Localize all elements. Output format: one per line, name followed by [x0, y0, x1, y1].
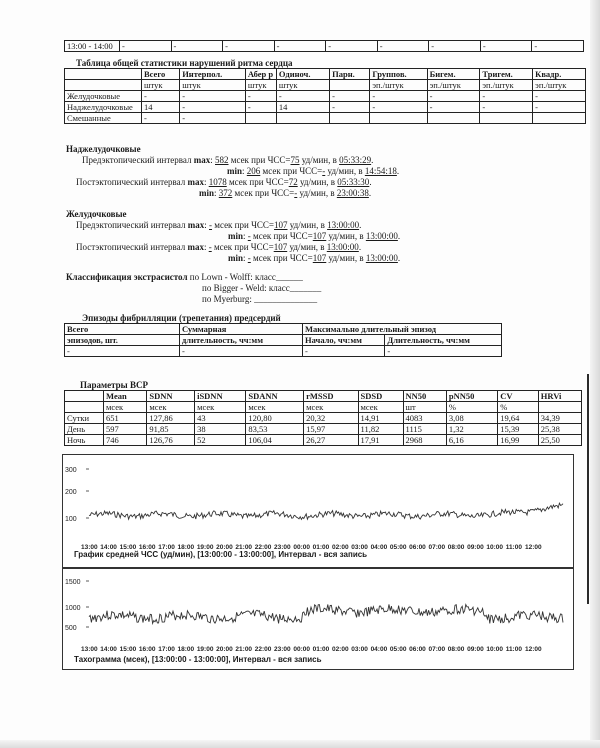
x-tick-label: 19:00 [196, 544, 214, 551]
x-tick-label: 09:00 [467, 646, 484, 653]
supra-pre-max: Предэктопический интервал max: 582 мсек при ЧСС=75 уд/мин, в 05:33:29. [82, 155, 374, 165]
supra-pre-min: min: 206 мсек при ЧСС=- уд/мин, в 14:54:18. [227, 166, 400, 176]
classification-myerburg: по Myerburg: ______________ [202, 294, 318, 304]
x-tick-label: 18:00 [177, 646, 195, 653]
vent-post-min: min: - мсек при ЧСС=107 уд/мин, в 13:00:00. [228, 253, 401, 263]
table-row: Наджелудочковые 14 - - 14 - - - - - [65, 102, 586, 113]
vent-post-max: Постэктопический интервал max: - мсек при ЧСС=107 уд/мин, в 13:00:00. [76, 242, 362, 252]
vent-title: Желудочковые [66, 209, 127, 219]
x-tick-label: 15:00 [119, 646, 137, 653]
x-tick-label: 05:00 [389, 544, 407, 551]
x-tick-label: 01:00 [312, 646, 330, 653]
x-tick-label: 05:00 [389, 646, 407, 653]
tachogram-chart-caption: Тахограмма (мсек), [13:00:00 - 13:00:00], Интервал - вся запись [74, 655, 322, 664]
x-tick-label: 02:00 [331, 544, 349, 551]
x-tick-label: 01:00 [312, 544, 330, 551]
hrv-title: Параметры ВСР [80, 380, 148, 390]
x-tick-label: 10:00 [486, 646, 504, 653]
table-row: - - - - [65, 346, 502, 357]
table-row: Желудочковые - - - - - - - - - [65, 91, 586, 102]
x-tick-label: 06:00 [409, 646, 426, 653]
fib-title: Эпизоды фибрилляции (трепетания) предсердий [82, 313, 281, 323]
x-tick-label: 00:00 [293, 646, 310, 653]
x-tick-label: 19:00 [196, 646, 214, 653]
x-tick-label: 23:00 [274, 544, 291, 551]
x-tick-label: 15:00 [119, 544, 137, 551]
x-tick-label: 10:00 [486, 544, 504, 551]
y-tick-label: 200 [65, 489, 77, 496]
supra-post-min: min: 372 мсек при ЧСС=- уд/мин, в 23:00:38. [199, 188, 372, 198]
x-tick-label: 06:00 [409, 544, 426, 551]
page-bottom-shadow [0, 740, 600, 748]
x-tick-label: 02:00 [331, 646, 349, 653]
x-tick-label: 20:00 [216, 544, 233, 551]
x-tick-label: 16:00 [138, 544, 156, 551]
x-tick-label: 17:00 [158, 544, 175, 551]
x-tick-label: 08:00 [447, 544, 465, 551]
x-tick-label: 18:00 [177, 544, 195, 551]
arrhythmia-table: Всего Интерпол. Абер р Одиноч. Парн. Группов. Бигем. Тригем. Квадр. штук штук штук штук эп./штук эп./штук эп./штук эп./штук Желудочковые - - - - - - - - - Наджелудочковые 14 - - 14 - - - - - Смешанные - - [64, 68, 586, 124]
x-tick-label: 09:00 [467, 544, 484, 551]
x-tick-label: 04:00 [370, 646, 388, 653]
fibrillation-table: Всего Суммарная Максимально длительный эпизод эпизодов, шт. длительность, чч:мм Начало, чч:мм Длительность, чч:мм - - - - [64, 323, 502, 357]
y-tick-label: 300 [65, 467, 77, 474]
y-tick-label: 1500 [65, 579, 81, 586]
x-tick-label: 07:00 [428, 646, 446, 653]
x-tick-label: 21:00 [235, 646, 253, 653]
hour-cell: 13:00 - 14:00 [65, 41, 120, 52]
supra-title: Наджелудочковые [66, 144, 141, 154]
margin-line [587, 374, 589, 604]
x-tick-label: 13:00 [81, 544, 98, 551]
x-tick-label: 13:00 [81, 646, 98, 653]
x-tick-label: 23:00 [274, 646, 291, 653]
x-tick-label: 17:00 [158, 646, 175, 653]
x-tick-label: 08:00 [447, 646, 465, 653]
x-tick-label: 07:00 [428, 544, 446, 551]
arrhythmia-table-title: Таблица общей статистики нарушений ритма сердца [76, 58, 293, 68]
vent-pre-min: min: - мсек при ЧСС=107 уд/мин, в 13:00:00. [228, 231, 401, 241]
x-tick-label: 03:00 [351, 646, 368, 653]
y-tick-label: 1000 [65, 605, 81, 612]
signal-trace [89, 503, 563, 519]
hrv-table: Mean SDNN iSDNN SDANN rMSSD SDSD NN50 pNN50 CV HRVi мсек мсек мсек мсек мсек мсек шт % % Сутки 651 127,86 43 120,80 20,32 14,91 4083 3,08 19,64 34,39 День 597 91,85 38 83,53 15,97 11,82 1115 1,32 15,39 25,38 Ночь 746 126,76 52 106,04 26,27 17,91 2968 6,16 16,99 25,50 [64, 390, 582, 446]
x-tick-label: 03:00 [351, 544, 368, 551]
x-tick-label: 14:00 [100, 544, 117, 551]
top-hour-row: 13:00 - 14:00 - - - - - - - - - [64, 40, 584, 52]
table-row: Ночь 746 126,76 52 106,04 26,27 17,91 2968 6,16 16,99 25,50 [65, 435, 582, 446]
heart-rate-chart-caption: График средней ЧСС (уд/мин), [13:00:00 - 13:00:00], Интервал - вся запись [74, 550, 368, 559]
table-row: Сутки 651 127,86 43 120,80 20,32 14,91 4083 3,08 19,64 34,39 [65, 413, 582, 424]
x-tick-label: 11:00 [505, 544, 522, 551]
x-tick-label: 04:00 [370, 544, 388, 551]
x-tick-label: 12:00 [525, 544, 542, 551]
x-tick-label: 16:00 [138, 646, 156, 653]
x-tick-label: 11:00 [505, 646, 522, 653]
x-tick-label: 12:00 [525, 646, 542, 653]
classification-bigger: по Bigger - Weld: класс_______ [202, 283, 322, 293]
y-tick-label: 100 [65, 516, 77, 523]
x-tick-label: 20:00 [216, 646, 233, 653]
y-tick-label: 500 [65, 625, 77, 632]
page-edge-shadow [590, 0, 600, 748]
signal-trace [89, 604, 563, 623]
x-tick-label: 00:00 [293, 544, 310, 551]
tachogram-chart-svg [63, 569, 573, 669]
x-tick-label: 22:00 [254, 544, 272, 551]
supra-post-max: Постэктопический интервал max: 1078 мсек при ЧСС=72 уд/мин, в 05:33:30. [76, 177, 372, 187]
table-row: День 597 91,85 38 83,53 15,97 11,82 1115 1,32 15,39 25,38 [65, 424, 582, 435]
x-tick-label: 21:00 [235, 544, 253, 551]
table-row: Смешанные - - [65, 113, 586, 124]
x-tick-label: 14:00 [100, 646, 117, 653]
classification-lown: Классификация экстрасистол по Lown - Wolff: класс______ [66, 272, 303, 282]
vent-pre-max: Предэктопический интервал max: - мсек при ЧСС=107 уд/мин, в 13:00:00. [76, 220, 362, 230]
x-tick-label: 22:00 [254, 646, 272, 653]
